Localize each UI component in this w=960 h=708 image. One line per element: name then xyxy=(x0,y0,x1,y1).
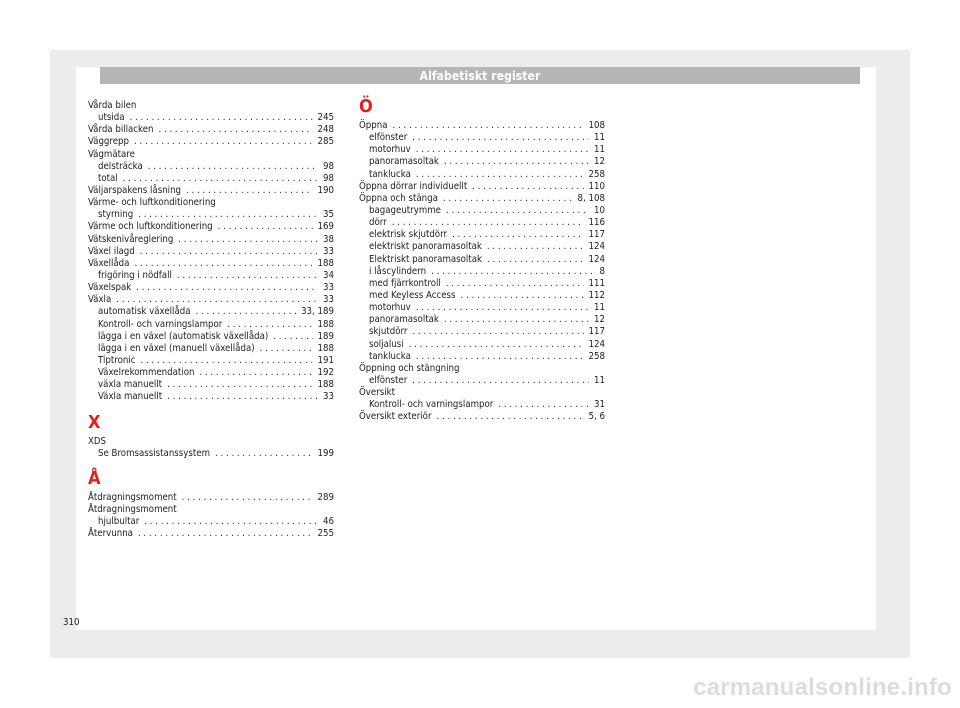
dot-leader xyxy=(144,516,318,528)
index-subentry xyxy=(359,229,605,241)
index-subentry xyxy=(359,241,605,253)
dot-leader xyxy=(260,343,313,355)
dot-leader xyxy=(130,112,313,124)
index-term: Väggrepp xyxy=(88,136,130,148)
index-entry xyxy=(88,136,334,148)
dot-leader xyxy=(186,185,312,197)
index-page-ref: 199 xyxy=(317,447,334,459)
index-entry xyxy=(359,387,605,399)
index-term: hjulbultar xyxy=(98,516,140,528)
index-subentry xyxy=(359,205,605,217)
section-header xyxy=(100,67,860,84)
index-page-ref: 258 xyxy=(588,350,605,362)
index-term: Vägmätare xyxy=(88,148,135,160)
dot-leader xyxy=(182,492,313,504)
index-term: motorhuv xyxy=(369,144,411,156)
index-term: panoramasoltak xyxy=(369,156,439,168)
index-term: med Keyless Access xyxy=(369,289,456,301)
index-term: Växelspak xyxy=(88,282,132,294)
index-term: soljalusi xyxy=(369,338,404,350)
dot-leader xyxy=(140,246,318,258)
index-entry xyxy=(88,492,334,504)
index-term: Kontroll- och varningslampor xyxy=(369,399,494,411)
dot-leader xyxy=(177,270,318,282)
index-entry xyxy=(88,436,334,448)
index-term: delsträcka xyxy=(98,160,143,172)
index-page-ref: 110 xyxy=(588,180,605,192)
dot-leader xyxy=(123,173,318,185)
dot-leader xyxy=(392,217,584,229)
index-term: Vätskenivåreglering xyxy=(88,233,174,245)
index-subentry xyxy=(88,209,334,221)
index-term: Öppna och stänga xyxy=(359,192,438,204)
dot-leader xyxy=(158,124,312,136)
index-subentry xyxy=(88,306,334,318)
index-page-ref: 33 xyxy=(323,245,334,257)
index-page-ref: 189 xyxy=(317,330,334,342)
dot-leader xyxy=(412,326,583,338)
index-entry xyxy=(88,185,334,197)
index-page-ref: 33, 189 xyxy=(301,306,334,318)
index-term: Kontroll- och varningslampor xyxy=(98,318,223,330)
index-page-ref: 245 xyxy=(317,112,334,124)
index-page-ref: 11 xyxy=(594,144,605,156)
dot-leader xyxy=(215,448,313,460)
index-page-ref: 11 xyxy=(594,302,605,314)
index-page-ref: 112 xyxy=(588,289,605,301)
index-subentry xyxy=(359,156,605,168)
index-column-right xyxy=(359,98,605,424)
dot-leader xyxy=(452,229,584,241)
index-term: motorhuv xyxy=(369,302,411,314)
index-subentry xyxy=(359,314,605,326)
dot-leader xyxy=(393,120,584,132)
index-subentry xyxy=(359,132,605,144)
dot-leader xyxy=(134,258,312,270)
index-page-ref: 190 xyxy=(317,184,334,196)
index-subentry xyxy=(359,290,605,302)
index-page-ref: 98 xyxy=(323,172,334,184)
index-entry xyxy=(88,504,334,516)
index-subentry xyxy=(88,367,334,379)
index-term: Återvunna xyxy=(88,528,133,540)
index-entry xyxy=(88,294,334,306)
index-page-ref: 191 xyxy=(317,354,334,366)
index-entry xyxy=(359,411,605,423)
dot-leader xyxy=(136,282,318,294)
dot-leader xyxy=(437,411,584,423)
index-subentry xyxy=(359,144,605,156)
dot-leader xyxy=(444,314,589,326)
index-letter-heading: X xyxy=(88,411,101,433)
index-entry xyxy=(88,528,334,540)
index-term: elfönster xyxy=(369,132,408,144)
index-term: Öppna dörrar individuellt xyxy=(359,180,468,192)
index-subentry xyxy=(359,266,605,278)
index-subentry xyxy=(88,391,334,403)
index-term: elektriskt panoramasoltak xyxy=(369,241,482,253)
dot-leader xyxy=(409,339,584,351)
index-page-ref: 188 xyxy=(317,342,334,354)
index-term: tanklucka xyxy=(369,350,411,362)
index-subentry xyxy=(88,319,334,331)
index-term: XDS xyxy=(88,435,107,447)
index-entry xyxy=(88,197,334,209)
dot-leader xyxy=(412,132,589,144)
dot-leader xyxy=(444,156,589,168)
dot-leader xyxy=(138,528,313,540)
dot-leader xyxy=(273,331,312,343)
index-term: Värme och luftkonditionering xyxy=(88,221,213,233)
index-page-ref: 38 xyxy=(323,233,334,245)
index-subentry xyxy=(88,379,334,391)
index-term: Öppning och stängning xyxy=(359,362,460,374)
index-page-ref: 98 xyxy=(323,160,334,172)
index-term: total xyxy=(98,172,118,184)
index-term: skjutdörr xyxy=(369,326,408,338)
index-term: bagageutrymme xyxy=(369,204,441,216)
index-subentry xyxy=(359,254,605,266)
index-subentry xyxy=(88,343,334,355)
index-entry xyxy=(88,258,334,270)
index-page-ref: 10 xyxy=(594,204,605,216)
index-entry xyxy=(88,282,334,294)
index-page-ref: 248 xyxy=(317,124,334,136)
index-term: Öppna xyxy=(359,120,388,131)
dot-leader xyxy=(498,399,589,411)
index-entry xyxy=(88,100,334,112)
index-page-ref: 31 xyxy=(594,399,605,411)
index-entry xyxy=(359,363,605,375)
index-term: automatisk växellåda xyxy=(98,306,191,318)
index-term: elektrisk skjutdörr xyxy=(369,229,448,241)
dot-leader xyxy=(218,221,313,233)
index-term: styrning xyxy=(98,209,134,221)
index-term: med fjärrkontroll xyxy=(369,277,441,289)
index-letter-heading: Ö xyxy=(359,96,373,117)
index-page-ref: 8 xyxy=(599,265,605,277)
index-page-ref: 285 xyxy=(317,136,334,148)
watermark-text: carmanualsonline.info xyxy=(693,674,952,701)
dot-leader xyxy=(412,375,589,387)
index-page-ref: 35 xyxy=(323,209,334,221)
index-entry xyxy=(88,246,334,258)
index-term: panoramasoltak xyxy=(369,314,439,326)
index-subentry xyxy=(359,217,605,229)
index-term: växla manuellt xyxy=(98,379,163,391)
index-term: Värme- och luftkonditionering xyxy=(88,197,216,209)
index-subentry xyxy=(88,173,334,185)
dot-leader xyxy=(199,367,312,379)
dot-leader xyxy=(116,294,318,306)
index-entry xyxy=(359,181,605,193)
index-page-ref: 111 xyxy=(588,277,605,289)
dot-leader xyxy=(227,319,312,331)
dot-leader xyxy=(416,169,584,181)
index-page-ref: 188 xyxy=(317,318,334,330)
dot-leader xyxy=(446,278,584,290)
index-entry xyxy=(88,221,334,233)
dot-leader xyxy=(461,290,584,302)
index-page-ref: 12 xyxy=(594,314,605,326)
index-page-ref: 169 xyxy=(317,221,334,233)
page-number: 310 xyxy=(63,617,80,628)
index-term: Tiptronic xyxy=(98,354,136,366)
index-entry xyxy=(88,124,334,136)
dot-leader xyxy=(416,302,589,314)
index-page-ref: 124 xyxy=(588,253,605,265)
index-entry xyxy=(359,120,605,132)
index-term: Väljarspakens låsning xyxy=(88,184,182,196)
index-page-ref: 192 xyxy=(317,367,334,379)
index-page-ref: 117 xyxy=(588,229,605,241)
index-page-ref: 12 xyxy=(594,156,605,168)
index-entry xyxy=(88,234,334,246)
index-page-ref: 33 xyxy=(323,282,334,294)
dot-leader xyxy=(487,254,584,266)
index-page-ref: 108 xyxy=(588,120,605,131)
dot-leader xyxy=(196,306,297,318)
index-term: elfönster xyxy=(369,374,408,386)
dot-leader xyxy=(138,209,318,221)
dot-leader xyxy=(431,266,594,278)
index-term: utsida xyxy=(98,112,125,124)
index-subentry xyxy=(88,112,334,124)
index-subentry xyxy=(359,351,605,363)
index-page-ref: 124 xyxy=(588,241,605,253)
index-term: frigöring i nödfall xyxy=(98,269,172,281)
dot-leader xyxy=(148,161,318,173)
index-term: tanklucka xyxy=(369,168,411,180)
index-term: Växellåda xyxy=(88,257,130,269)
index-page-ref: 11 xyxy=(594,132,605,144)
index-term: Översikt xyxy=(359,387,396,399)
index-term: Se Bromsassistanssystem xyxy=(98,447,210,459)
index-page-ref: 255 xyxy=(317,528,334,540)
dot-leader xyxy=(178,234,318,246)
index-subentry xyxy=(359,278,605,290)
index-subentry xyxy=(359,339,605,351)
dot-leader xyxy=(446,205,589,217)
index-subentry xyxy=(88,448,334,460)
index-subentry xyxy=(359,326,605,338)
index-page-ref: 5, 6 xyxy=(588,411,605,423)
index-letter-heading: Å xyxy=(88,467,101,489)
index-term: Vårda billacken xyxy=(88,124,154,136)
index-page-ref: 258 xyxy=(588,168,605,180)
dot-leader xyxy=(134,136,312,148)
index-subentry xyxy=(88,355,334,367)
index-column-left xyxy=(88,100,334,540)
dot-leader xyxy=(416,144,589,156)
index-term: dörr xyxy=(369,217,387,229)
dot-leader xyxy=(140,355,312,367)
index-term: Växla xyxy=(88,294,112,306)
dot-leader xyxy=(167,379,312,391)
index-term: Åtdragningsmoment xyxy=(88,503,177,515)
index-page-ref: 33 xyxy=(323,391,334,403)
index-term: Översikt exteriör xyxy=(359,411,432,423)
index-page-ref: 8, 108 xyxy=(577,192,605,204)
index-term: Växla manuellt xyxy=(98,391,163,403)
dot-leader xyxy=(416,351,584,363)
index-entry xyxy=(88,149,334,161)
dot-leader xyxy=(167,391,318,403)
index-subentry xyxy=(88,270,334,282)
index-page-ref: 33 xyxy=(323,294,334,306)
index-term: Växelrekommendation xyxy=(98,367,195,379)
index-page-ref: 116 xyxy=(588,217,605,229)
dot-leader xyxy=(443,193,573,205)
index-page-ref: 289 xyxy=(317,491,334,503)
index-page-ref: 124 xyxy=(588,338,605,350)
index-page-ref: 11 xyxy=(594,374,605,386)
index-term: Vårda bilen xyxy=(88,100,137,111)
index-entry xyxy=(359,193,605,205)
section-title: Alfabetiskt register xyxy=(419,68,541,83)
index-page-ref: 188 xyxy=(317,257,334,269)
index-term: Växel ilagd xyxy=(88,245,135,257)
index-page-ref: 117 xyxy=(588,326,605,338)
dot-leader xyxy=(472,181,583,193)
index-term: lägga i en växel (automatisk växellåda) xyxy=(98,330,269,342)
index-page-ref: 34 xyxy=(323,269,334,281)
index-subentry xyxy=(359,375,605,387)
index-subentry xyxy=(359,169,605,181)
index-term: Åtdragningsmoment xyxy=(88,491,177,503)
index-subentry xyxy=(359,399,605,411)
index-subentry xyxy=(88,161,334,173)
index-term: i låscylindern xyxy=(369,265,427,277)
index-page-ref: 46 xyxy=(323,516,334,528)
index-term: Elektriskt panoramasoltak xyxy=(369,253,483,265)
index-subentry xyxy=(88,516,334,528)
index-subentry xyxy=(88,331,334,343)
index-term: lägga i en växel (manuell växellåda) xyxy=(98,342,255,354)
dot-leader xyxy=(487,241,584,253)
index-page-ref: 188 xyxy=(317,379,334,391)
index-subentry xyxy=(359,302,605,314)
